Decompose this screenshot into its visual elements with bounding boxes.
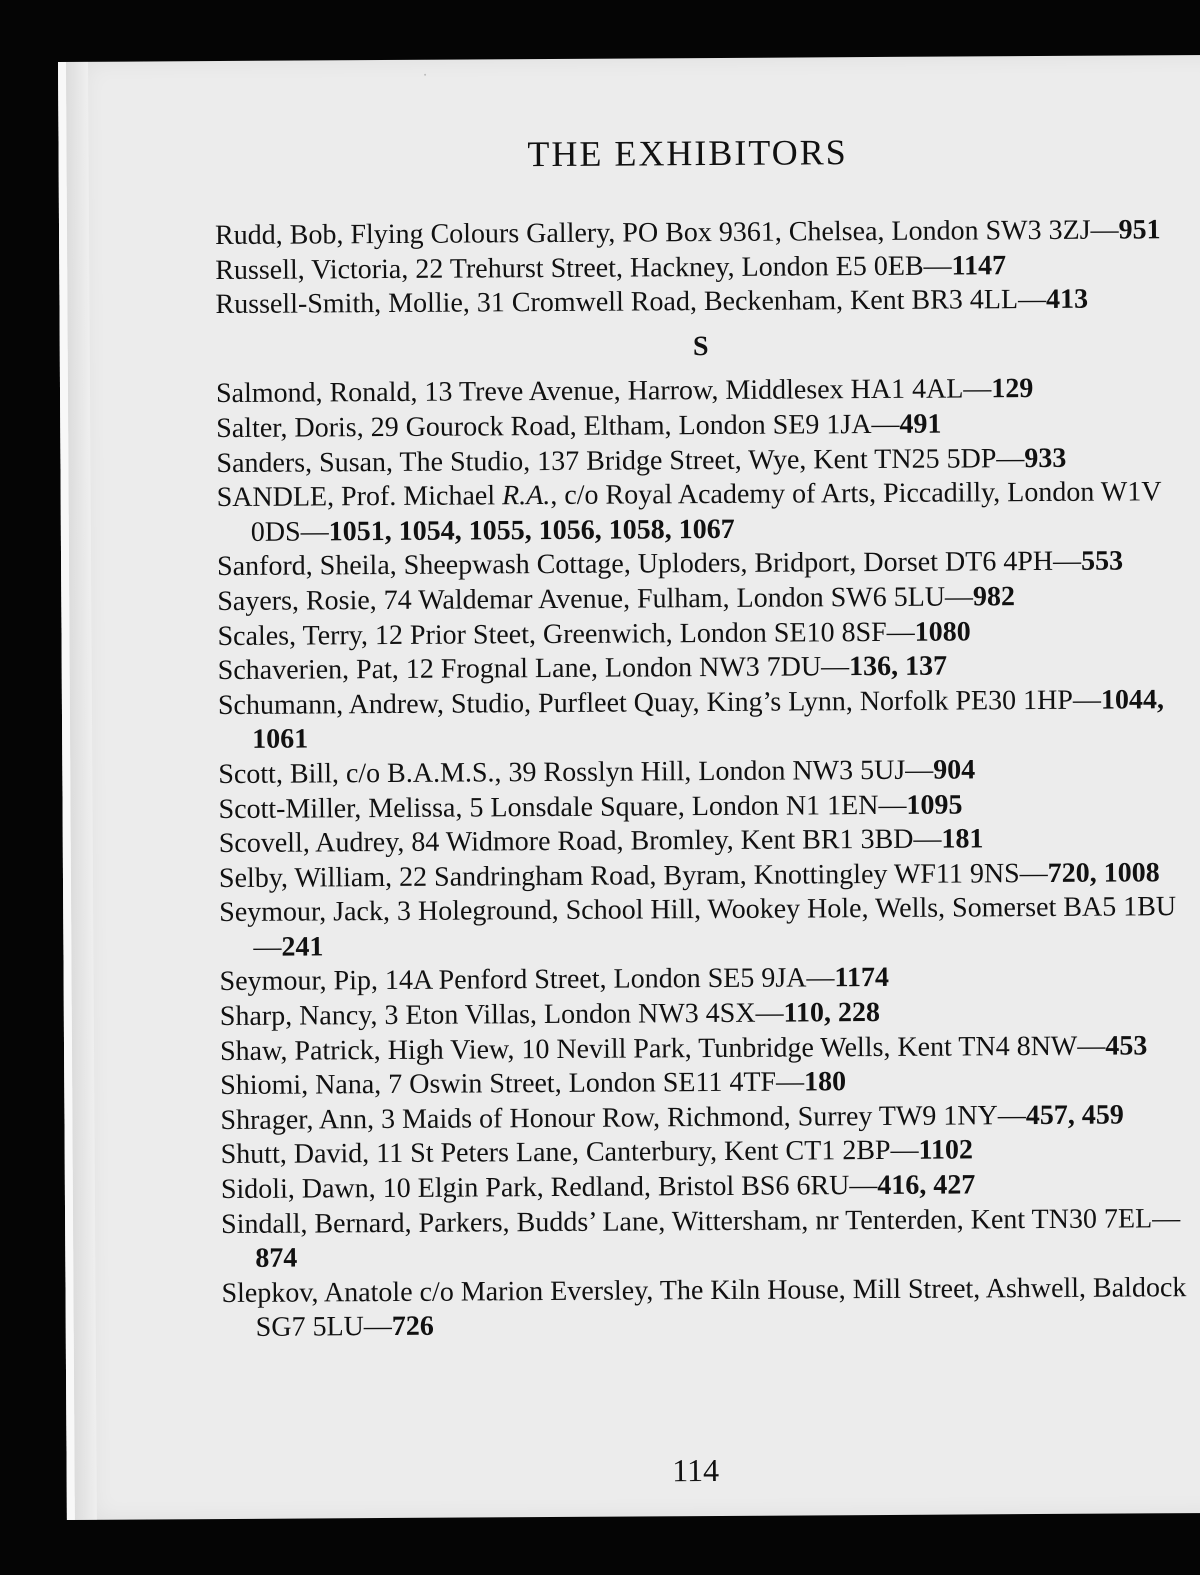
exhibitor-entry: [220, 994, 1190, 1035]
entry-address: Schaverien, Pat, 12 Frognal Lane, London NW3 7DU—: [217, 651, 850, 687]
exhibitor-entry: [218, 752, 1188, 793]
exhibitor-entry: [220, 1063, 1190, 1104]
entries-r-section: [215, 213, 1186, 323]
entry-catalogue-numbers: 1102: [918, 1134, 974, 1167]
exhibitor-entry: [217, 475, 1187, 550]
exhibitor-entry: [218, 683, 1188, 758]
entry-catalogue-numbers: 129: [991, 373, 1034, 405]
entry-address: Salter, Doris, 29 Gourock Road, Eltham, London SE9 1JA—: [216, 408, 900, 445]
entry-catalogue-numbers: 453: [1105, 1030, 1148, 1062]
entry-address: Shutt, David, 11 St Peters Lane, Canterbury, Kent CT1 2BP—: [220, 1135, 919, 1171]
entry-catalogue-numbers: 413: [1045, 283, 1089, 316]
entry-address: Scott-Miller, Melissa, 5 Lonsdale Square, London N1 1EN—: [218, 789, 907, 825]
page-spine-edge: [66, 62, 97, 1520]
entry-catalogue-numbers: 181: [941, 823, 984, 855]
exhibitor-entry: [216, 441, 1186, 482]
exhibitor-entry: [215, 282, 1185, 323]
exhibitor-entry: [220, 1098, 1190, 1139]
exhibitor-entry: [221, 1202, 1191, 1277]
entry-address: Scales, Terry, 12 Prior Steet, Greenwich, London SE10 8SF—: [217, 616, 915, 652]
exhibitor-entry: [218, 787, 1188, 828]
entry-catalogue-numbers: 241: [281, 931, 324, 963]
entry-address: Seymour, Pip, 14A Penford Street, London SE5 9JA—: [219, 962, 835, 998]
exhibitor-entry: [217, 579, 1187, 620]
entry-address: , c/o Royal Academy of Arts, Piccadilly, London W1V 0DS—: [250, 476, 1162, 548]
exhibitor-entry: [220, 960, 1190, 1001]
section-letter: S: [692, 330, 709, 362]
entry-address: Sanders, Susan, The Studio, 137 Bridge Street, Wye, Kent TN25 5DP—: [216, 442, 1025, 479]
entry-catalogue-numbers: 720, 1008: [1047, 856, 1160, 889]
entries-s-section: [216, 371, 1192, 1346]
entry-catalogue-numbers: 1044, 1061: [252, 683, 1164, 756]
entry-address: Shaw, Patrick, High View, 10 Nevill Park, Tunbridge Wells, Kent TN4 8NW—: [219, 1030, 1106, 1067]
entry-name-prefix: SANDLE, Prof. Michael: [216, 480, 503, 514]
entry-address: Scovell, Audrey, 84 Widmore Road, Bromley, Kent BR1 3BD—: [218, 823, 942, 860]
entry-address: Shrager, Ann, 3 Maids of Honour Row, Richmond, Surrey TW9 1NY—: [220, 1099, 1026, 1136]
entry-catalogue-numbers: 933: [1024, 442, 1067, 474]
page-title: THE EXHIBITORS: [527, 132, 848, 175]
exhibitor-entry: [215, 248, 1185, 289]
exhibitor-list: [215, 213, 1192, 1346]
exhibitor-entry: [217, 544, 1187, 585]
entry-address: Schumann, Andrew, Studio, Purfleet Quay, King’s Lynn, Norfolk PE30 1HP—: [217, 684, 1101, 721]
exhibitor-entry: [216, 371, 1186, 412]
entry-address: Sharp, Nancy, 3 Eton Villas, London NW3 4SX—: [219, 997, 784, 1033]
entry-catalogue-numbers: 726: [391, 1311, 434, 1343]
exhibitor-entry: [219, 856, 1189, 897]
entry-catalogue-numbers: 982: [972, 581, 1016, 613]
entry-catalogue-numbers: 1051, 1054, 1055, 1056, 1058, 1067: [328, 513, 735, 548]
exhibitor-entry: [218, 648, 1188, 689]
entry-catalogue-numbers: 1080: [914, 615, 971, 648]
entry-address: Rudd, Bob, Flying Colours Gallery, PO Box 9361, Chelsea, London SW3 3ZJ—: [214, 214, 1119, 252]
entry-catalogue-numbers: 110, 228: [783, 997, 881, 1029]
entry-catalogue-numbers: 904: [933, 754, 976, 786]
exhibitor-entry: [217, 614, 1187, 655]
exhibitor-entry: [219, 821, 1189, 862]
exhibitor-entry: [220, 1029, 1190, 1070]
entry-catalogue-numbers: 874: [255, 1242, 298, 1275]
book-page: [58, 55, 1200, 1520]
exhibitor-entry: [215, 213, 1185, 254]
entry-address: Russell, Victoria, 22 Trehurst Street, Hackney, London E5 0EB—: [215, 250, 952, 286]
entry-catalogue-numbers: 1095: [906, 788, 963, 821]
entry-honorific: R.A.: [501, 480, 551, 512]
entry-catalogue-numbers: 416, 427: [877, 1169, 976, 1202]
page-number: 114: [672, 1451, 720, 1489]
entry-address: Selby, William, 22 Sandringham Road, Byram, Knottingley WF11 9NS—: [218, 857, 1048, 894]
entry-address: Russell-Smith, Mollie, 31 Cromwell Road, Beckenham, Kent BR3 4LL—: [215, 284, 1047, 321]
entry-address: Sidoli, Dawn, 10 Elgin Park, Redland, Bristol BS6 6RU—: [220, 1170, 878, 1206]
entry-address: Sayers, Rosie, 74 Waldemar Avenue, Fulham, London SW6 5LU—: [217, 581, 974, 617]
entry-catalogue-numbers: 951: [1118, 214, 1161, 246]
entry-catalogue-numbers: 136, 137: [849, 650, 948, 683]
entry-address: Sanford, Sheila, Sheepwash Cottage, Uploders, Bridport, Dorset DT6 4PH—: [216, 546, 1082, 583]
exhibitor-entry: [221, 1167, 1191, 1208]
entry-catalogue-numbers: 457, 459: [1025, 1099, 1124, 1131]
entry-address: Salmond, Ronald, 13 Treve Avenue, Harrow, Middlesex HA1 4AL—: [215, 373, 992, 410]
paper-speck: [424, 74, 426, 76]
entry-catalogue-numbers: 491: [899, 408, 942, 440]
entry-catalogue-numbers: 1174: [834, 962, 890, 994]
entry-address: Seymour, Jack, 3 Holeground, School Hill, Wookey Hole, Wells, Somerset BA5 1BU—: [219, 891, 1177, 963]
exhibitor-entry: [221, 1271, 1191, 1346]
entry-catalogue-numbers: 1147: [951, 249, 1007, 282]
exhibitor-entry: [219, 890, 1189, 965]
entry-address: Scott, Bill, c/o B.A.M.S., 39 Rosslyn Hill, London NW3 5UJ—: [218, 754, 934, 790]
entry-address: Shiomi, Nana, 7 Oswin Street, London SE11 4TF—: [220, 1066, 805, 1102]
entry-address: Slepkov, Anatole c/o Marion Eversley, The Kiln House, Mill Street, Ashwell, Baldock SG7 5LU—: [221, 1271, 1187, 1344]
entry-catalogue-numbers: 180: [803, 1066, 847, 1098]
exhibitor-entry: [216, 406, 1186, 447]
entry-address: Sindall, Bernard, Parkers, Budds’ Lane, Wittersham, nr Tenterden, Kent TN30 7EL—: [221, 1202, 1181, 1240]
entry-catalogue-numbers: 553: [1080, 545, 1124, 578]
exhibitor-entry: [221, 1133, 1191, 1174]
